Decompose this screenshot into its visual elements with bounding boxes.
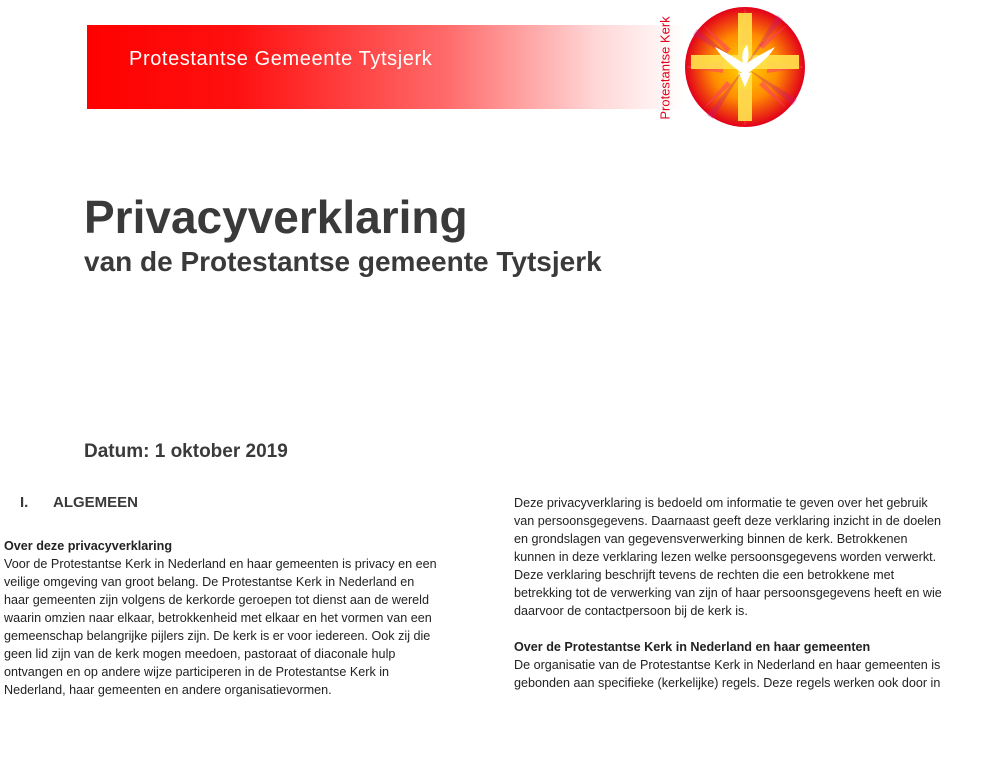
paragraph-line: Deze privacyverklaring is bedoeld om informatie te geven over het gebruik bbox=[514, 496, 928, 510]
section-title: ALGEMEEN bbox=[53, 494, 139, 511]
paragraph-line: De organisatie van de Protestantse Kerk in Nederland en haar gemeenten is bbox=[514, 658, 941, 672]
paragraph-line: geen lid zijn van de kerk mogen meedoen, pastoraat of diaconale hulp bbox=[4, 647, 396, 661]
paragraph-line: betrekking tot de verwerking van zijn of haar persoonsgegevens heeft en wie bbox=[514, 586, 942, 600]
paragraph-line: haar gemeenten zijn volgens de kerkorde geroepen tot dienst aan de wereld bbox=[4, 593, 429, 607]
left-column-heading: Over deze privacyverklaring bbox=[4, 539, 173, 553]
paragraph-line: en grondslagen van gegevensverwerking binnen de kerk. Betrokkenen bbox=[514, 532, 908, 546]
header-banner bbox=[87, 25, 685, 109]
banner-title: Protestantse Gemeente Tytsjerk bbox=[129, 48, 433, 70]
paragraph-line: waarin omzien naar elkaar, betrokkenheid met elkaar en het vormen van een bbox=[4, 611, 432, 625]
paragraph-line: gemeenschap belangrijke pijlers zijn. De kerk is er voor iedereen. Ook zij die bbox=[4, 629, 431, 643]
document-date: Datum: 1 oktober 2019 bbox=[84, 441, 288, 462]
paragraph-line: Voor de Protestantse Kerk in Nederland en haar gemeenten is privacy en een bbox=[4, 557, 437, 571]
paragraph-line: gebonden aan specifieke (kerkelijke) regels. Deze regels werken ook door in bbox=[514, 676, 941, 690]
logo-text: Protestantse Kerk bbox=[657, 15, 673, 120]
right-column bbox=[514, 494, 984, 692]
paragraph-line: daarvoor de contactpersoon bij de kerk is. bbox=[514, 604, 748, 618]
paragraph-line: Nederland, haar gemeenten en andere organisatievormen. bbox=[4, 683, 332, 697]
paragraph-spacer bbox=[514, 620, 984, 638]
paragraph-line: ontvangen en op andere wijze participeren in de Protestantse Kerk in bbox=[4, 665, 390, 679]
paragraph-line: Deze verklaring beschrijft tevens de rechten die een betrokkene met bbox=[514, 568, 895, 582]
right-column-paragraph bbox=[514, 656, 984, 692]
paragraph-line: van persoonsgegevens. Daarnaast geeft deze verklaring inzicht in de doelen bbox=[514, 514, 942, 528]
left-column bbox=[4, 537, 474, 699]
right-column-heading: Over de Protestantse Kerk in Nederland en haar gemeenten bbox=[514, 640, 871, 654]
dove-cross-logo-icon bbox=[683, 5, 808, 130]
left-column-paragraph bbox=[4, 555, 474, 699]
document-title: Privacyverklaring bbox=[84, 191, 468, 243]
paragraph-line: veilige omgeving van groot belang. De Protestantse Kerk in Nederland en bbox=[4, 575, 415, 589]
section-number: I. bbox=[20, 494, 29, 511]
church-logo bbox=[655, 5, 815, 130]
right-column-intro bbox=[514, 494, 984, 620]
paragraph-line: kunnen in deze verklaring lezen welke persoonsgegevens worden verwerkt. bbox=[514, 550, 937, 564]
document-subtitle: van de Protestantse gemeente Tytsjerk bbox=[84, 246, 602, 277]
section-heading bbox=[20, 494, 138, 511]
